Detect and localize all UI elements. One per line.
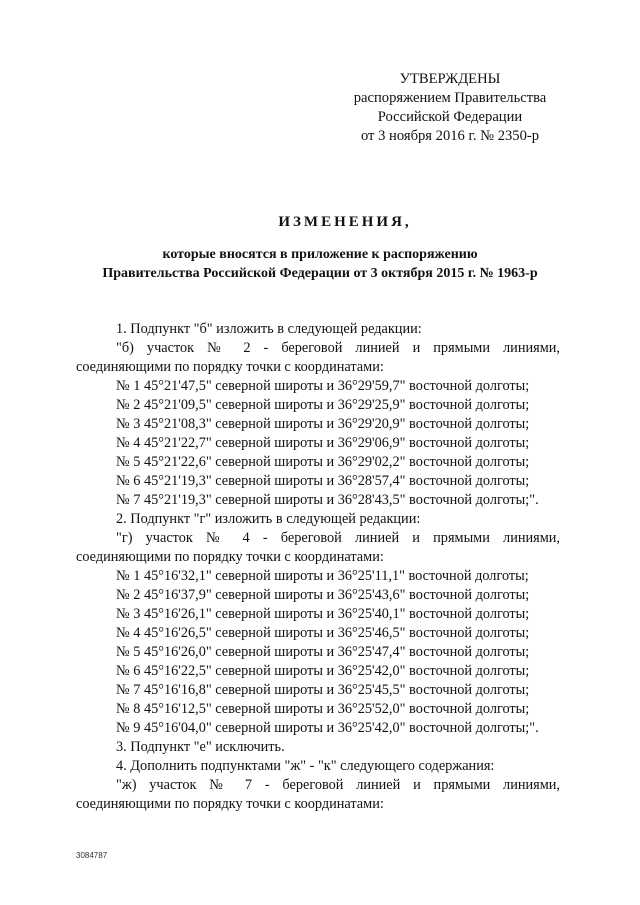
coord-item: № 7 45°21'19,3" северной широты и 36°28'43,5" восточной долготы;".	[116, 492, 539, 508]
coord-item: № 1 45°21'47,5" северной широты и 36°29'59,7" восточной долготы;	[116, 378, 530, 394]
section-1-intro-cont: соединяющими по порядку точки с координатами:	[76, 359, 384, 375]
document-code: 3084787	[76, 851, 108, 860]
coord-item: № 2 45°21'09,5" северной широты и 36°29'25,9" восточной долготы;	[116, 397, 530, 413]
coord-item: № 4 45°16'26,5" северной широты и 36°25'46,5" восточной долготы;	[116, 625, 530, 641]
coord-item: № 6 45°21'19,3" северной широты и 36°28'57,4" восточной долготы;	[116, 473, 530, 489]
approval-block	[330, 70, 570, 146]
section-1-coords	[76, 377, 560, 510]
subtitle-line-2: Правительства Российской Федерации от 3 октября 2015 г. № 1963-р	[102, 266, 538, 281]
document-body	[76, 320, 560, 814]
section-1-intro: "б) участок № 2 - береговой линией и прямыми линиями,	[116, 340, 560, 356]
section-4-intro-cont: соединяющими по порядку точки с координатами:	[76, 796, 384, 812]
coord-item: № 4 45°21'22,7" северной широты и 36°29'06,9" восточной долготы;	[116, 435, 530, 451]
coord-item: № 3 45°16'26,1" северной широты и 36°25'40,1" восточной долготы;	[116, 606, 530, 622]
approval-title: УТВЕРЖДЕНЫ	[399, 71, 501, 87]
coord-item: № 6 45°16'22,5" северной широты и 36°25'42,0" восточной долготы;	[116, 663, 530, 679]
coord-item: № 1 45°16'32,1" северной широты и 36°25'11,1" восточной долготы;	[116, 568, 529, 584]
section-3-heading: 3. Подпункт "е" исключить.	[116, 739, 285, 755]
section-2-heading: 2. Подпункт "г" изложить в следующей редакции:	[116, 511, 421, 527]
document-title	[0, 214, 640, 283]
approval-date: от 3 ноября 2016 г. № 2350-р	[360, 128, 540, 144]
approval-authority: Российской Федерации	[377, 109, 523, 125]
coord-item: № 3 45°21'08,3" северной широты и 36°29'20,9" восточной долготы;	[116, 416, 530, 432]
section-2-intro: "г) участок № 4 - береговой линией и прямыми линиями,	[116, 530, 560, 546]
coord-item: № 2 45°16'37,9" северной широты и 36°25'43,6" восточной долготы;	[116, 587, 530, 603]
section-1-heading: 1. Подпункт "б" изложить в следующей редакции:	[116, 321, 422, 337]
coord-item: № 5 45°16'26,0" северной широты и 36°25'47,4" восточной долготы;	[116, 644, 530, 660]
subtitle-line-1: которые вносятся в приложение к распоряжению	[162, 247, 478, 262]
title-main: ИЗМЕНЕНИЯ,	[278, 214, 412, 230]
section-4-heading: 4. Дополнить подпунктами "ж" - "к" следующего содержания:	[116, 758, 495, 774]
coord-item: № 8 45°16'12,5" северной широты и 36°25'52,0" восточной долготы;	[116, 701, 530, 717]
coord-item: № 7 45°16'16,8" северной широты и 36°25'45,5" восточной долготы;	[116, 682, 530, 698]
coord-item: № 5 45°21'22,6" северной широты и 36°29'02,2" восточной долготы;	[116, 454, 530, 470]
section-2-intro-cont: соединяющими по порядку точки с координатами:	[76, 549, 384, 565]
section-2-coords	[76, 567, 560, 738]
approval-decree: распоряжением Правительства	[353, 90, 547, 106]
section-4-intro: "ж) участок № 7 - береговой линией и прямыми линиями,	[116, 777, 560, 793]
coord-item: № 9 45°16'04,0" северной широты и 36°25'42,0" восточной долготы;".	[116, 720, 539, 736]
